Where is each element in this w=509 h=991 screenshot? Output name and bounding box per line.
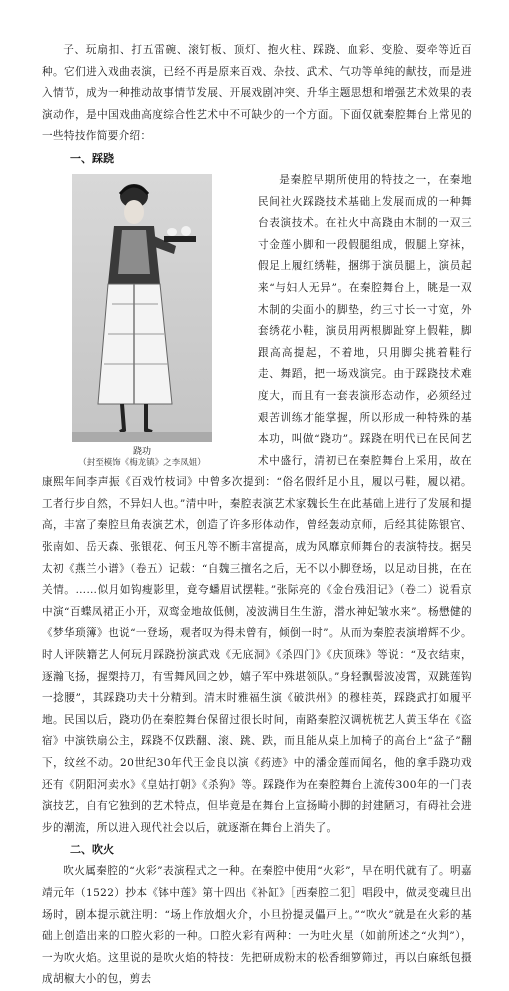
performer-illustration <box>42 174 242 444</box>
section-2-paragraph: 吹火属秦腔的“火彩”表演程式之一种。在秦腔中使用“火彩”，早在明代就有了。明嘉靖元年（1522）抄本《钵中莲》第十四出《补缸》［西秦腔二犯］唱段中，做灵变魂旦出场时，剧本提示就注明：“场上作放烟火介，小旦扮提灵儡戸上。”“吹火”就是在火彩的基础上创造出来的口腔火彩的一种。口腔火彩有两种：一为吐火星（如前所述之“火判”），一为吹火焰。这里说的是吹火焰的特技：先把研成粉末的松香细箩筛过，再以白麻纸包摄成胡椒大小的包，剪去 <box>42 865 472 986</box>
stilt-performance-photo <box>42 174 242 466</box>
section-2-heading: 二、吹火 <box>70 843 114 857</box>
section-1-paragraph: 是秦腔早期所使用的特技之一，在秦地民间社火踩跷技术基础上发展而成的一种舞台表演技术。在社火中高跷由木制的一双三寸金莲小脚和一段假腿组成，假腿上穿袜，假足上履红绣鞋，捆绑于演员腿上，演员起来“与妇人无异”。在秦腔舞台上，眺是一双木制的尖面小的脚垫，约三寸长一寸宽，外套绣花小鞋，演员用两根脚趾穿上假鞋，脚跟高高提起，不着地，只用脚尖挑着鞋行走、舞蹈，把一场戏演完。由于踩跷技术难度大，而且有一套表演形态动作，必须经过艰苦训练才能掌握，所以形成一种特殊的基本功，叫做“跷功”。踩跷在明代已在民间艺术中盛行，清初已在秦腔舞台上采用，故在康熙年间李声振《百戏竹枝词》中曾多次提到：“俗名假纤足小且，履以弓鞋，履以裙。工者行步自然，不异妇人也。”清中叶，秦腔表演艺术家魏长生在此基础上进行了发展和提高，丰富了秦腔旦角表演艺术，创造了许多形体动作，曾经轰动京师，后经其徒陈银官、张南如、岳天森、张银花、何玉凡等不断丰富提高，成为风靡京师舞台的表演特技。据吴太初《燕兰小谱》（卷五）记载：“自魏三擅名之后，无不以小脚登场，以足动目挑，在在关情。……似月如钩瘦影里，竟夸蟠眉试摆鞋。”张际亮的《金台残泪记》（卷二）说看京中演“百蝶凤裙正小开，双鸾金地故低侧，凌波满目生生游，潜水神妃皱水来”。杨懋健的《梦华琐簿》也说“一登场，观者叹为得未曾有，倾倒一时”。从而为秦腔表演增辉不少。时人评陕籍艺人何玩月踩跷扮演武戏《无底洞》《杀四门》《庆顶珠》等说：“及衣结束，逐瀚飞扬，握槊持刀，有雪舞风回之妙，嬉子军中殊堪领队。”身轻飘髻波凌霄，双跳莲钩一捻腰”，其踩跷功夫十分精到。清末时雅福生演《破洪州》的穆桂英，踩跷武打如履平地。民国以后，跷功仍在秦腔舞台保留过很长时间，南路秦腔汉调桄桄艺人黄玉华在《盗宿》中演铁扇公主，踩跷不仅跌翻、滚、跳、跌，而且能从桌上加椅子的高台上“盆子”翻下，纹丝不动。20世纪30年代王金良以演《药迹》中的潘金莲而闻名，他的拿手跷功戏还有《阴阳河卖水》《皇姑打朝》《杀狗》等。踩跷作为在秦腔舞台上流传300年的一门表演技艺，自有它独到的艺术特点，但毕竟是在舞台上宣扬畸小脚的封建陋习，有碍社会进步的潮流，所以进入现代社会以后，就逐渐在舞台上消失了。 <box>42 173 472 834</box>
document-page <box>42 40 472 991</box>
section-1-heading: 一、踩跷 <box>70 151 114 165</box>
figure-caption-subtitle: （封至模饰《梅龙镇》之李凤姐） <box>78 457 206 468</box>
figure-caption: 跷功 <box>132 446 151 457</box>
intro-paragraph: 子、玩扇扣、打五雷碗、滚钉板、顶灯、抱火柱、踩跷、血彩、变脸、耍牵等近百种。它们进入戏曲表演，已经不再是原来百戏、杂技、武术、气功等单纯的献技，而是进入情节，成为一种推动故事情节发展、开展戏剧冲突、升华主题思想和增强艺术效果的表演动作，是中国戏曲高度综合性艺术中不可缺少的一个方面。下面仅就秦腔舞台上常见的一些特技作简要介绍： <box>42 44 472 143</box>
